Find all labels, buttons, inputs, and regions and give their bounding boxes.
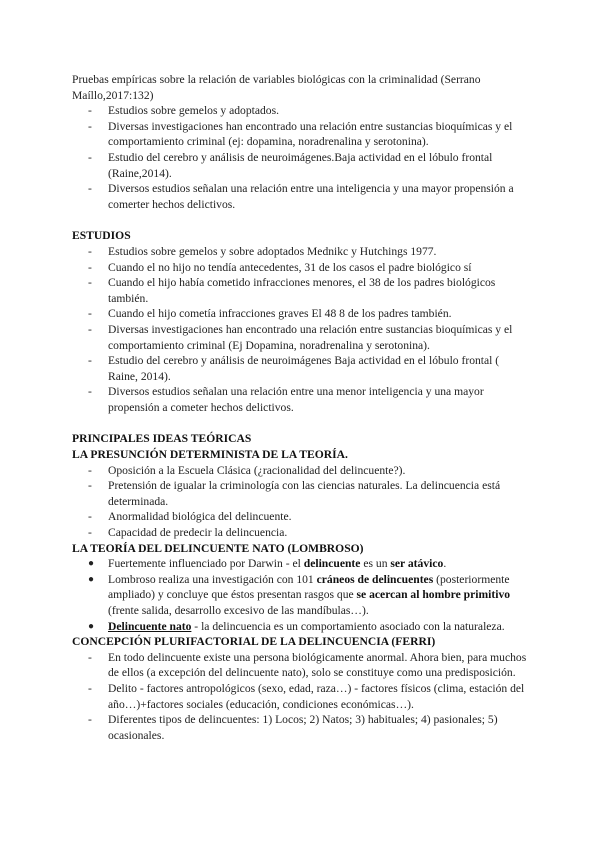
ferri-list	[72, 650, 530, 744]
list-item: - Diversas investigaciones han encontrado una relación entre sustancias bioquímicas y el comportamiento criminal (Ej Dopamina, noradrenalina y serotonina).	[88, 322, 513, 352]
list-item: - Anormalidad biológica del delincuente.	[88, 510, 292, 524]
section-heading-ferri: CONCEPCIÓN PLURIFACTORIAL DE LA DELINCUENCIA (FERRI)	[72, 635, 436, 649]
list-item: - Pretensión de igualar la criminología con las ciencias naturales. La delincuencia está determinada.	[88, 479, 501, 508]
lombroso-list	[72, 556, 530, 634]
section-heading-lombroso: LA TEORÍA DEL DELINCUENTE NATO (LOMBROSO)	[72, 541, 364, 555]
list-item: ● Delincuente nato - la delincuencia es un comportamiento asociado con la naturaleza.	[88, 619, 505, 633]
list-item: - Estudio del cerebro y análisis de neuroimágenes.Baja actividad en el lóbulo frontal (Raine,2014).	[88, 150, 493, 180]
spacer	[72, 212, 530, 228]
list-item: - Capacidad de predecir la delincuencia.	[88, 526, 288, 540]
list-item: - Oposición a la Escuela Clásica (¿racionalidad del delincuente?).	[88, 463, 406, 477]
list-item: - Diversas investigaciones han encontrado una relación entre sustancias bioquímicas y el comportamiento criminal (ej: dopamina, noradrenalina y serotonina).	[88, 119, 513, 149]
section-heading-estudios: ESTUDIOS	[72, 229, 131, 243]
document-page	[72, 72, 530, 743]
list-item: ● Fuertemente influenciado por Darwin - el delincuente es un ser atávico.	[88, 557, 447, 571]
list-item: - Estudios sobre gemelos y sobre adoptados Mednikc y Hutchings 1977.	[88, 244, 437, 258]
list-item: - Cuando el hijo había cometido infracciones menores, el 38 de los padres biológicos también.	[88, 276, 496, 305]
list-item: - Diversos estudios señalan una relación entre una menor inteligencia y una mayor propensión a cometer hechos delictivos.	[88, 385, 484, 414]
intro-paragraph: Pruebas empíricas sobre la relación de variables biológicas con la criminalidad (Serrano Maíllo,2017:132)	[72, 73, 481, 102]
spacer	[72, 415, 530, 431]
list-item: - Estudio del cerebro y análisis de neuroimágenes Baja actividad en el lóbulo frontal ( Raine, 2014).	[88, 354, 500, 383]
list-item: - Diferentes tipos de delincuentes: 1) Locos; 2) Natos; 3) habituales; 4) pasionales; 5) ocasionales.	[88, 713, 498, 742]
list-item: - Cuando el no hijo no tendía antecedentes, 31 de los casos el padre biológico sí	[88, 260, 472, 274]
list-item: - Estudios sobre gemelos y adoptados.	[88, 104, 279, 118]
list-item: - Diversos estudios señalan una relación entre una inteligencia y una mayor propensión a comerter hechos delictivos.	[88, 182, 514, 211]
list-item: - Cuando el hijo cometía infracciones graves El 48 8 de los padres también.	[88, 307, 452, 321]
list-item: - En todo delincuente existe una persona biológicamente anormal. Ahora bien, para muchos de ellos (a excepción del delincuente nato), solo se constituye como una predisposición.	[88, 650, 527, 680]
intro-list	[72, 103, 530, 212]
list-item: - Delito - factores antropológicos (sexo, edad, raza…) - factores físicos (clima, estación del año…)+factores sociales (educación, condiciones económicas…).	[88, 681, 525, 711]
presuncion-list	[72, 463, 530, 541]
list-item: ● Lombroso realiza una investigación con 101 cráneos de delincuentes (posteriormente ampliado) y concluye que éstos presentan rasgos que se acercan al hombre primitivo (frente salida, desarrollo excesivo de las mandíbulas…).	[88, 572, 511, 617]
section-heading-presuncion: LA PRESUNCIÓN DETERMINISTA DE LA TEORÍA.	[72, 448, 348, 462]
section-heading-principales: PRINCIPALES IDEAS TEÓRICAS	[72, 432, 252, 446]
estudios-list	[72, 244, 530, 416]
